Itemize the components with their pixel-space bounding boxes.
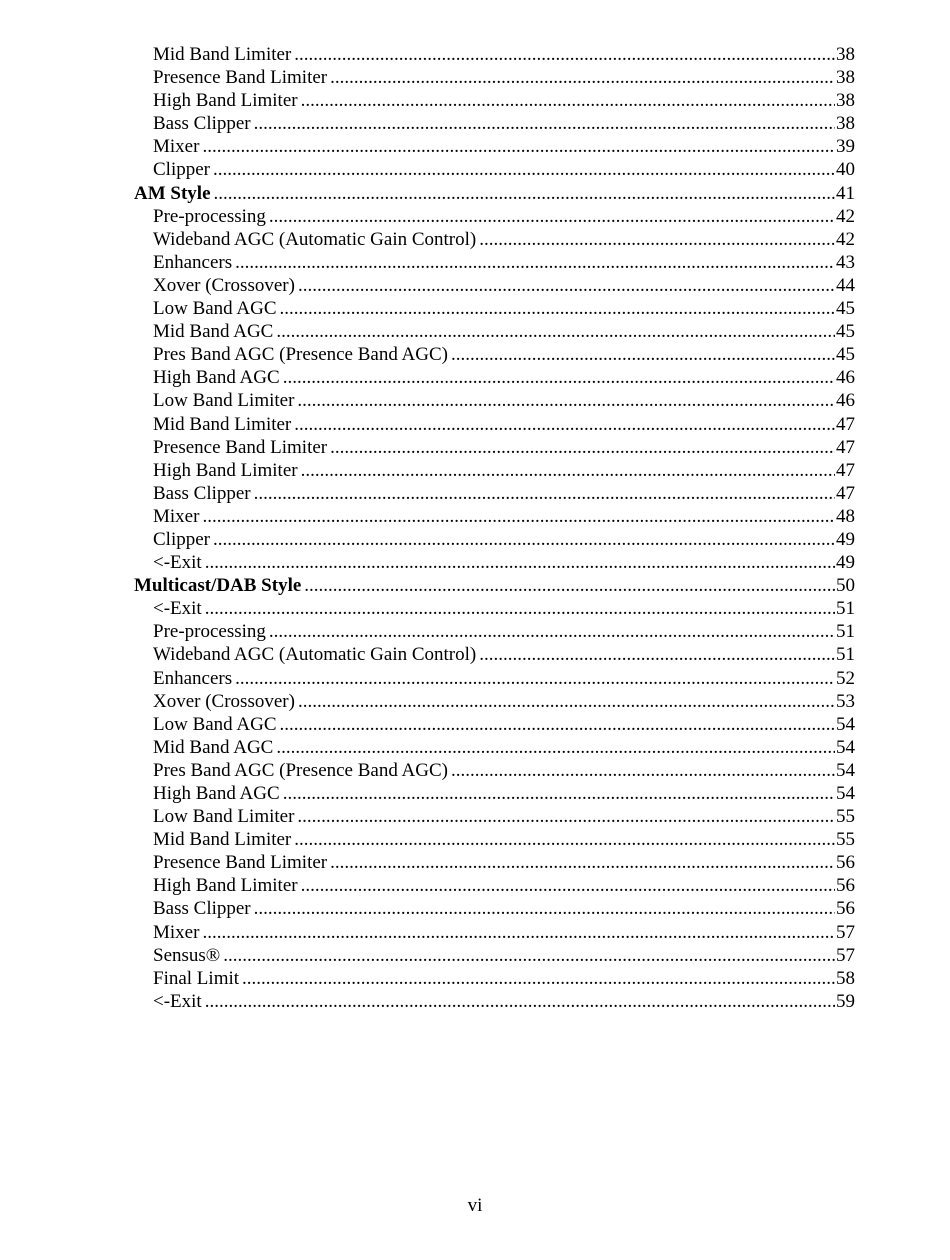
- toc-entry-row: [153, 690, 855, 713]
- toc-entry-label: Presence Band Limiter: [153, 436, 328, 458]
- toc-entry-label: Clipper: [153, 159, 210, 181]
- toc-entry-row: [153, 620, 855, 643]
- toc-dot-leader: [223, 944, 835, 967]
- toc-entry-row: [153, 158, 855, 181]
- toc-entry[interactable]: [0, 782, 950, 805]
- toc-entry[interactable]: [0, 690, 950, 713]
- toc-entry-label: Mid Band Limiter: [153, 829, 292, 851]
- toc-dot-leader: [276, 320, 835, 343]
- toc-entry-page: 49: [836, 552, 855, 574]
- toc-dot-leader: [330, 66, 835, 89]
- toc-entry-label: Sensus®: [153, 944, 221, 966]
- toc-entry[interactable]: [0, 366, 950, 389]
- toc-entry-row: [153, 759, 855, 782]
- toc-dot-leader: [301, 459, 835, 482]
- toc-entry-page: 55: [836, 806, 855, 828]
- toc-entry[interactable]: [0, 228, 950, 251]
- toc-entry[interactable]: [0, 66, 950, 89]
- toc-entry-page: 51: [836, 598, 855, 620]
- toc-dot-leader: [304, 574, 835, 597]
- toc-entry-row: [153, 482, 855, 505]
- toc-entry-row: [153, 643, 855, 666]
- toc-entry-label: Xover (Crossover): [153, 690, 295, 712]
- toc-entry-page: 42: [836, 205, 855, 227]
- toc-entry-row: [153, 274, 855, 297]
- toc-dot-leader: [269, 205, 835, 228]
- toc-entry-row: [153, 135, 855, 158]
- toc-entry[interactable]: [0, 274, 950, 297]
- toc-entry-label: Pre-processing: [153, 205, 266, 227]
- toc-entry-label: Pres Band AGC (Presence Band AGC): [153, 759, 448, 781]
- toc-entry-label: High Band Limiter: [153, 90, 298, 112]
- toc-dot-leader: [235, 251, 835, 274]
- toc-entry-row: [153, 782, 855, 805]
- toc-entry[interactable]: [0, 158, 950, 181]
- toc-entry[interactable]: [0, 436, 950, 459]
- toc-entry-label: High Band AGC: [153, 367, 280, 389]
- toc-entry-page: 38: [836, 67, 855, 89]
- toc-entry[interactable]: [0, 343, 950, 366]
- toc-dot-leader: [451, 759, 835, 782]
- toc-entry-page: 45: [836, 344, 855, 366]
- toc-entry-page: 54: [836, 736, 855, 758]
- toc-entry-page: 47: [836, 413, 855, 435]
- toc-dot-leader: [283, 366, 835, 389]
- toc-dot-leader: [298, 690, 835, 713]
- toc-entry-page: 52: [836, 667, 855, 689]
- toc-entry-label: Wideband AGC (Automatic Gain Control): [153, 644, 477, 666]
- toc-entry-row: [153, 897, 855, 920]
- toc-entry-row: [153, 205, 855, 228]
- toc-entry[interactable]: [0, 505, 950, 528]
- toc-entry-row: [153, 528, 855, 551]
- toc-entry-row: [153, 297, 855, 320]
- toc-entry-label: <-Exit: [153, 598, 202, 620]
- toc-entry-label: Clipper: [153, 528, 210, 550]
- toc-entry-label: High Band AGC: [153, 783, 280, 804]
- toc-dot-leader: [202, 505, 835, 528]
- toc-entry-label: Presence Band Limiter: [153, 852, 328, 874]
- toc-entry-row: [153, 251, 855, 274]
- toc-dot-leader: [254, 112, 835, 135]
- toc-entry-label: High Band Limiter: [153, 459, 298, 481]
- toc-entry-page: 42: [836, 228, 855, 250]
- toc-dot-leader: [301, 89, 835, 112]
- toc-entry-row: [153, 805, 855, 828]
- toc-entry-row: [153, 944, 855, 967]
- toc-entry-label: Low Band AGC: [153, 298, 277, 320]
- toc-dot-leader: [214, 182, 835, 205]
- toc-entry-row: [153, 389, 855, 412]
- toc-entry-page: 54: [836, 783, 855, 804]
- toc-entry-label: Wideband AGC (Automatic Gain Control): [153, 228, 477, 250]
- toc-entry[interactable]: [0, 551, 950, 574]
- toc-entry-label: Low Band Limiter: [153, 390, 295, 412]
- toc-entry-row: [153, 112, 855, 135]
- toc-dot-leader: [205, 551, 835, 574]
- toc-entry[interactable]: [0, 643, 950, 666]
- toc-entry-label: AM Style: [134, 182, 211, 204]
- toc-entry-row: [153, 736, 855, 759]
- toc-entry[interactable]: [0, 597, 950, 620]
- toc-dot-leader: [294, 828, 835, 851]
- toc-entry-label: Multicast/DAB Style: [134, 575, 302, 597]
- toc-entry[interactable]: [0, 713, 950, 736]
- toc-entry-label: Mid Band Limiter: [153, 44, 292, 65]
- toc-entry-label: Xover (Crossover): [153, 274, 295, 296]
- toc-entry[interactable]: [0, 805, 950, 828]
- toc-dot-leader: [280, 297, 836, 320]
- toc-dot-leader: [213, 528, 835, 551]
- toc-dot-leader: [202, 135, 835, 158]
- toc-entry-page: 51: [836, 621, 855, 643]
- toc-section-heading[interactable]: [0, 574, 950, 597]
- toc-entry-row: [153, 505, 855, 528]
- toc-entry-page: 56: [836, 852, 855, 874]
- toc-dot-leader: [479, 228, 835, 251]
- toc-entry-page: 41: [836, 182, 855, 204]
- toc-dot-leader: [294, 413, 835, 436]
- toc-entry-row: [153, 43, 855, 66]
- toc-entry-page: 54: [836, 713, 855, 735]
- toc-entry-label: Final Limit: [153, 967, 240, 989]
- toc-entry-label: Mixer: [153, 136, 200, 158]
- toc-entry-page: 51: [836, 644, 855, 666]
- toc-entry-page: 48: [836, 505, 855, 527]
- toc-entry-label: Mixer: [153, 505, 200, 527]
- toc-entry-row: [153, 228, 855, 251]
- toc-dot-leader: [213, 158, 835, 181]
- toc-entry-page: 45: [836, 321, 855, 343]
- toc-entry-row: [134, 182, 855, 205]
- toc-dot-leader: [330, 851, 835, 874]
- toc-dot-leader: [269, 620, 835, 643]
- toc-entry[interactable]: [0, 43, 950, 66]
- toc-entry[interactable]: [0, 112, 950, 135]
- toc-entry-row: [134, 574, 855, 597]
- toc-entry-label: High Band Limiter: [153, 875, 298, 897]
- toc-entry[interactable]: [0, 736, 950, 759]
- toc-entry-row: [153, 436, 855, 459]
- toc-dot-leader: [254, 897, 835, 920]
- toc-entry[interactable]: [0, 389, 950, 412]
- page-number: vi: [467, 1195, 483, 1216]
- toc-entry-label: Mixer: [153, 921, 200, 943]
- toc-entry-row: [153, 713, 855, 736]
- toc-entry-label: Low Band Limiter: [153, 806, 295, 828]
- toc-entry-label: <-Exit: [153, 990, 202, 1012]
- toc-entry-page: 40: [836, 159, 855, 181]
- toc-entry-page: 46: [836, 367, 855, 389]
- toc-entry[interactable]: [0, 759, 950, 782]
- toc-entry-row: [153, 597, 855, 620]
- toc-entry-page: 50: [836, 575, 855, 597]
- toc-entry-row: [153, 343, 855, 366]
- toc-entry-page: 38: [836, 44, 855, 65]
- toc-entry-row: [153, 828, 855, 851]
- toc-dot-leader: [235, 667, 835, 690]
- toc-entry-page: 44: [836, 274, 855, 296]
- toc-entry-page: 47: [836, 459, 855, 481]
- table-of-contents: [0, 43, 950, 1013]
- toc-dot-leader: [283, 782, 835, 805]
- toc-entry-page: 39: [836, 136, 855, 158]
- toc-entry[interactable]: [0, 459, 950, 482]
- toc-entry-label: Bass Clipper: [153, 482, 251, 504]
- toc-entry[interactable]: [0, 851, 950, 874]
- toc-entry-page: 55: [836, 829, 855, 851]
- toc-entry-page: 54: [836, 759, 855, 781]
- toc-entry-label: Pres Band AGC (Presence Band AGC): [153, 344, 448, 366]
- toc-entry[interactable]: [0, 89, 950, 112]
- toc-entry-label: <-Exit: [153, 552, 202, 574]
- toc-entry-page: 46: [836, 390, 855, 412]
- toc-entry[interactable]: [0, 135, 950, 158]
- toc-entry-page: 38: [836, 90, 855, 112]
- toc-entry[interactable]: [0, 297, 950, 320]
- toc-entry-label: Presence Band Limiter: [153, 67, 328, 89]
- toc-dot-leader: [297, 805, 835, 828]
- toc-entry-page: 53: [836, 690, 855, 712]
- toc-entry-page: 56: [836, 898, 855, 920]
- toc-entry-page: 38: [836, 113, 855, 135]
- toc-dot-leader: [276, 736, 835, 759]
- toc-entry-row: [153, 967, 855, 990]
- toc-dot-leader: [297, 389, 835, 412]
- toc-entry-label: Mid Band AGC: [153, 321, 274, 343]
- toc-section-heading[interactable]: [0, 182, 950, 205]
- toc-dot-leader: [294, 43, 835, 66]
- toc-entry-row: [153, 413, 855, 436]
- toc-dot-leader: [202, 921, 835, 944]
- toc-entry-page: 49: [836, 528, 855, 550]
- toc-entry-row: [153, 320, 855, 343]
- toc-entry-row: [153, 667, 855, 690]
- toc-dot-leader: [301, 874, 835, 897]
- toc-entry-label: Pre-processing: [153, 621, 266, 643]
- toc-entry[interactable]: [0, 897, 950, 920]
- toc-entry[interactable]: [0, 482, 950, 505]
- toc-entry-label: Enhancers: [153, 667, 233, 689]
- toc-dot-leader: [479, 643, 835, 666]
- toc-entry-row: [153, 366, 855, 389]
- toc-dot-leader: [298, 274, 835, 297]
- toc-entry-label: Mid Band Limiter: [153, 413, 292, 435]
- toc-entry[interactable]: [0, 413, 950, 436]
- toc-entry-row: [153, 551, 855, 574]
- toc-entry[interactable]: [0, 944, 950, 967]
- toc-entry[interactable]: [0, 967, 950, 990]
- toc-entry[interactable]: [0, 620, 950, 643]
- toc-entry-label: Mid Band AGC: [153, 736, 274, 758]
- toc-entry-row: [153, 990, 855, 1013]
- toc-entry-row: [153, 874, 855, 897]
- toc-dot-leader: [205, 990, 835, 1013]
- toc-entry-page: 57: [836, 921, 855, 943]
- toc-entry-row: [153, 851, 855, 874]
- toc-entry-page: 59: [836, 990, 855, 1012]
- toc-entry-row: [153, 89, 855, 112]
- toc-entry[interactable]: [0, 990, 950, 1013]
- toc-entry-label: Bass Clipper: [153, 898, 251, 920]
- toc-entry[interactable]: [0, 874, 950, 897]
- toc-dot-leader: [205, 597, 835, 620]
- toc-entry-label: Bass Clipper: [153, 113, 251, 135]
- toc-entry-page: 58: [836, 967, 855, 989]
- toc-entry[interactable]: [0, 251, 950, 274]
- toc-entry[interactable]: [0, 828, 950, 851]
- toc-entry-label: Enhancers: [153, 251, 233, 273]
- toc-entry-label: Low Band AGC: [153, 713, 277, 735]
- toc-entry-page: 47: [836, 436, 855, 458]
- toc-entry-page: 57: [836, 944, 855, 966]
- toc-dot-leader: [451, 343, 835, 366]
- toc-entry-row: [153, 66, 855, 89]
- toc-entry[interactable]: [0, 921, 950, 944]
- toc-entry-page: 43: [836, 251, 855, 273]
- toc-entry[interactable]: [0, 667, 950, 690]
- toc-dot-leader: [330, 436, 835, 459]
- toc-entry-page: 56: [836, 875, 855, 897]
- toc-entry-row: [153, 459, 855, 482]
- toc-dot-leader: [254, 482, 835, 505]
- toc-dot-leader: [280, 713, 836, 736]
- toc-entry[interactable]: [0, 205, 950, 228]
- toc-entry-page: 45: [836, 298, 855, 320]
- toc-entry[interactable]: [0, 320, 950, 343]
- toc-entry[interactable]: [0, 528, 950, 551]
- toc-entry-page: 47: [836, 482, 855, 504]
- toc-dot-leader: [242, 967, 835, 990]
- toc-entry-row: [153, 921, 855, 944]
